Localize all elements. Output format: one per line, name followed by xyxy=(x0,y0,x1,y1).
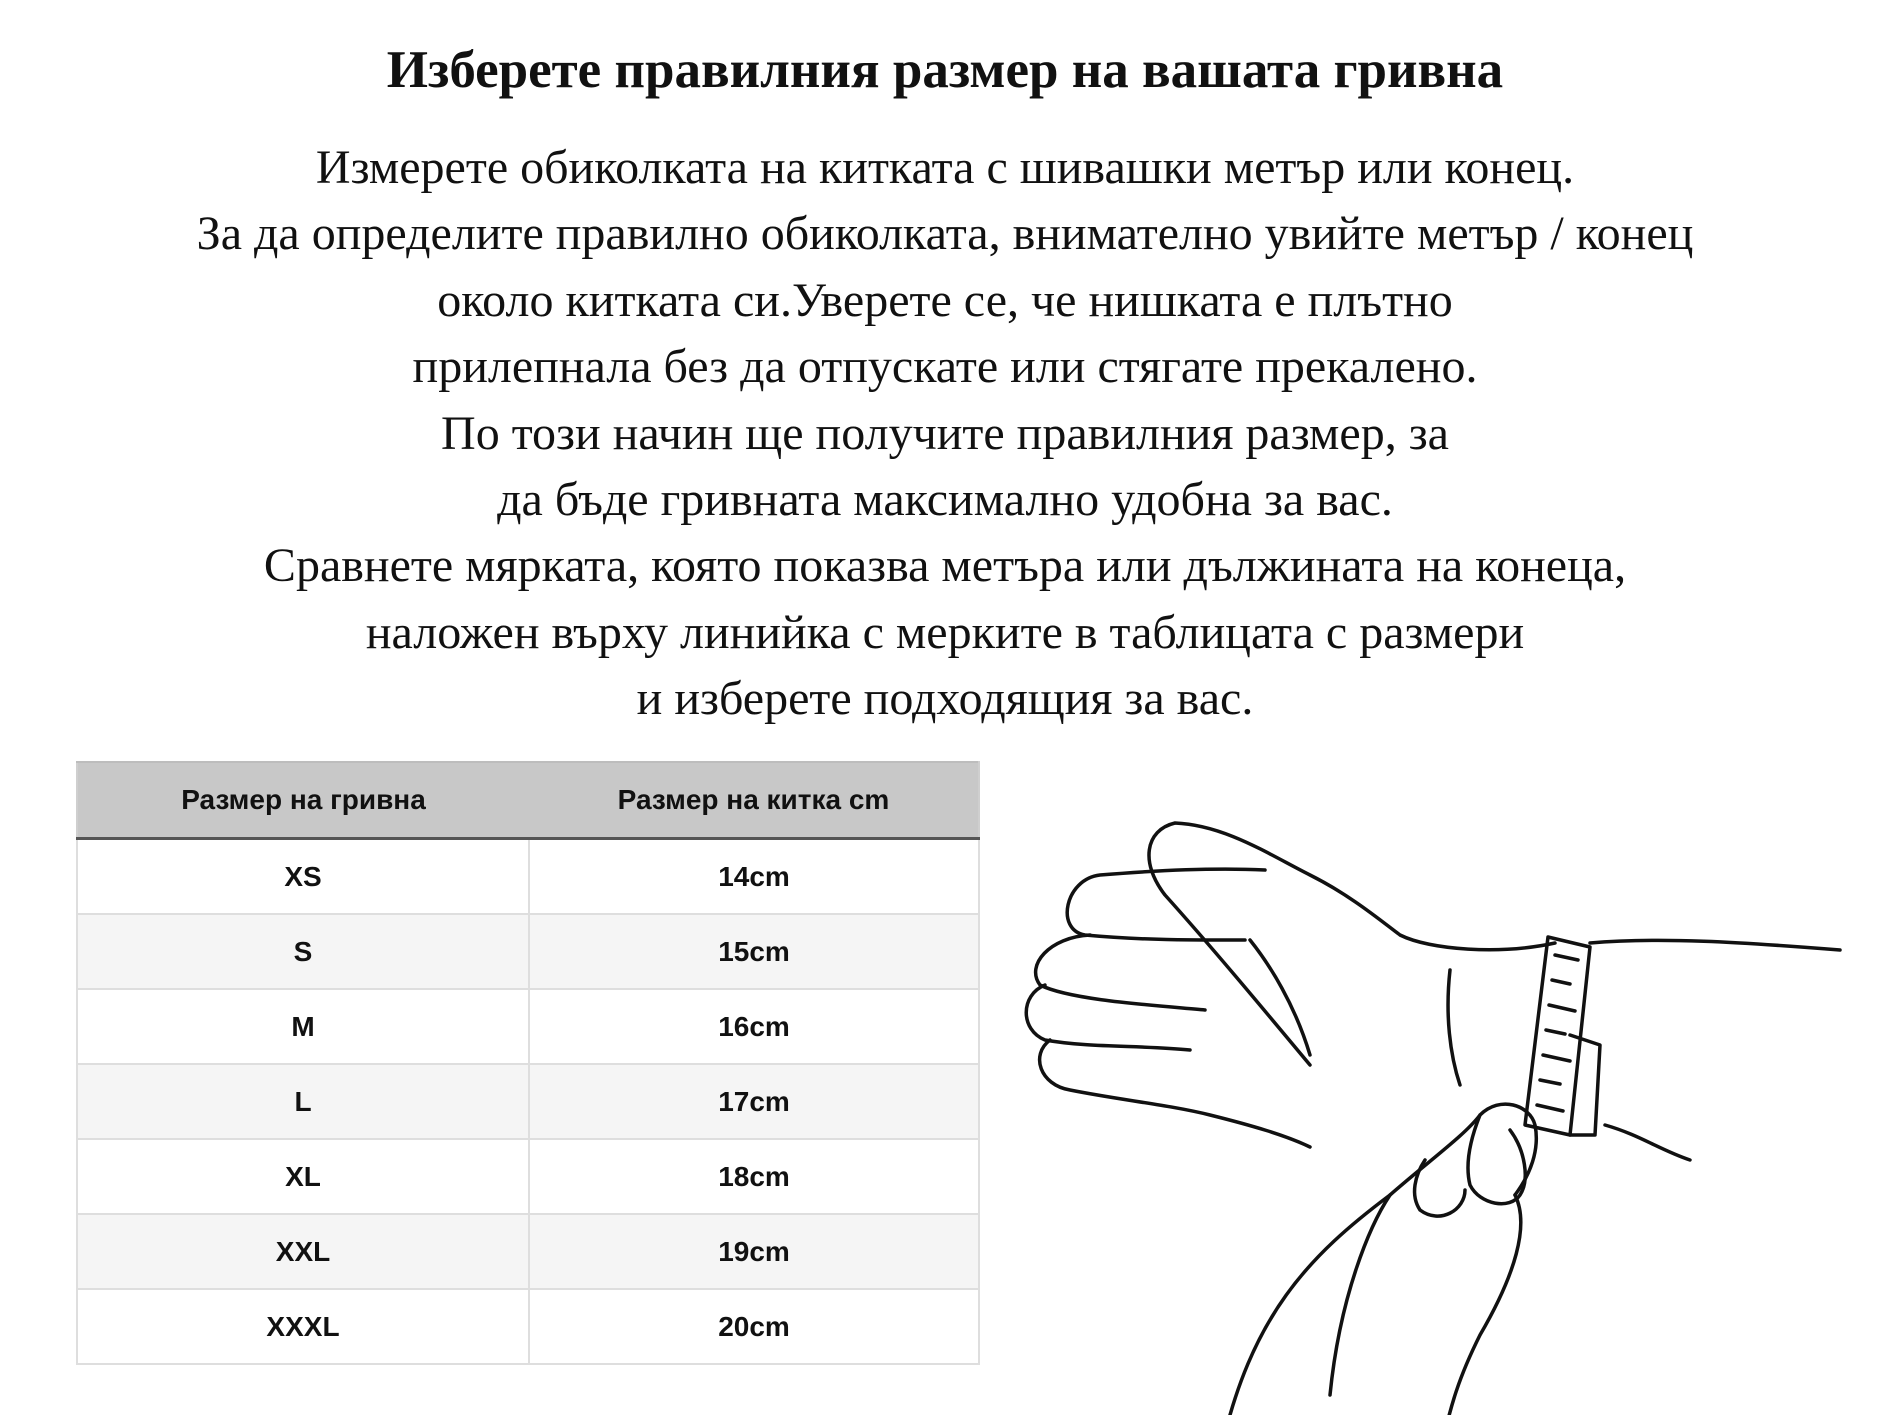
page-title: Изберете правилния размер на вашата гривна xyxy=(386,41,1504,99)
measuring-instructions xyxy=(0,135,1890,733)
wrist-size-cell: 19cm xyxy=(529,1214,979,1289)
table-header-row xyxy=(77,762,979,839)
instruction-line: наложен върху линийка с мерките в таблицата с размери xyxy=(365,605,1525,659)
bracelet-size-cell: XL xyxy=(77,1139,529,1214)
tape-measure-band xyxy=(1525,937,1590,1135)
table-row xyxy=(77,1214,979,1289)
size-chart-table xyxy=(76,761,980,1365)
middle-finger-outline xyxy=(1036,935,1205,1010)
bracelet-size-cell: XXXL xyxy=(77,1289,529,1364)
instruction-line: и изберете подходящия за вас. xyxy=(636,672,1254,726)
wrist-size-cell: 15cm xyxy=(529,914,979,989)
instruction-line: Сравнете мярката, която показва метъра или дължината на конеца, xyxy=(263,539,1627,593)
holding-hand-outline xyxy=(1220,1104,1536,1415)
instruction-line: За да определите правилно обиколката, внимателно увийте метър / конец xyxy=(196,207,1694,261)
bracelet-size-cell: S xyxy=(77,914,529,989)
table-row xyxy=(77,1139,979,1214)
table-row xyxy=(77,1289,979,1364)
thumb-outline xyxy=(1149,823,1555,1065)
palm-crease xyxy=(1250,940,1310,1055)
forearm-outline xyxy=(1590,940,1840,950)
wrist-size-cell: 17cm xyxy=(529,1064,979,1139)
holding-wrist-outline xyxy=(1440,1195,1521,1415)
index-finger-outline xyxy=(1067,869,1265,940)
bracelet-size-cell: XS xyxy=(77,839,529,915)
instruction-line: Измерете обиколката на китката с шивашки метър или конец. xyxy=(315,141,1575,194)
holding-finger-outline xyxy=(1330,1195,1390,1395)
table-row xyxy=(77,839,979,915)
header-bracelet-size: Размер на гривна xyxy=(77,762,529,839)
table-row xyxy=(77,914,979,989)
pinky-finger-outline xyxy=(1040,1040,1310,1147)
bracelet-size-cell: M xyxy=(77,989,529,1064)
table-row xyxy=(77,1064,979,1139)
wrist-size-cell: 18cm xyxy=(529,1139,979,1214)
instruction-line: да бъде гривната максимално удобна за вас. xyxy=(497,473,1393,527)
wrist-size-cell: 20cm xyxy=(529,1289,979,1364)
header-wrist-size: Размер на китка cm xyxy=(529,762,979,839)
palm-detail xyxy=(1448,970,1460,1085)
bracelet-size-cell: XXL xyxy=(77,1214,529,1289)
instruction-line: около китката си.Уверете се, че нишката е плътно xyxy=(437,273,1453,327)
instruction-line: По този начин ще получите правилния размер, за xyxy=(441,406,1449,460)
hand-measuring-wrist-icon xyxy=(1010,755,1860,1415)
bracelet-size-cell: L xyxy=(77,1064,529,1139)
instruction-line: прилепнала без да отпускате или стягате прекалено. xyxy=(412,340,1478,394)
wrist-size-cell: 16cm xyxy=(529,989,979,1064)
forearm-lower-outline xyxy=(1605,1125,1690,1160)
wrist-size-cell: 14cm xyxy=(529,839,979,915)
table-row xyxy=(77,989,979,1064)
